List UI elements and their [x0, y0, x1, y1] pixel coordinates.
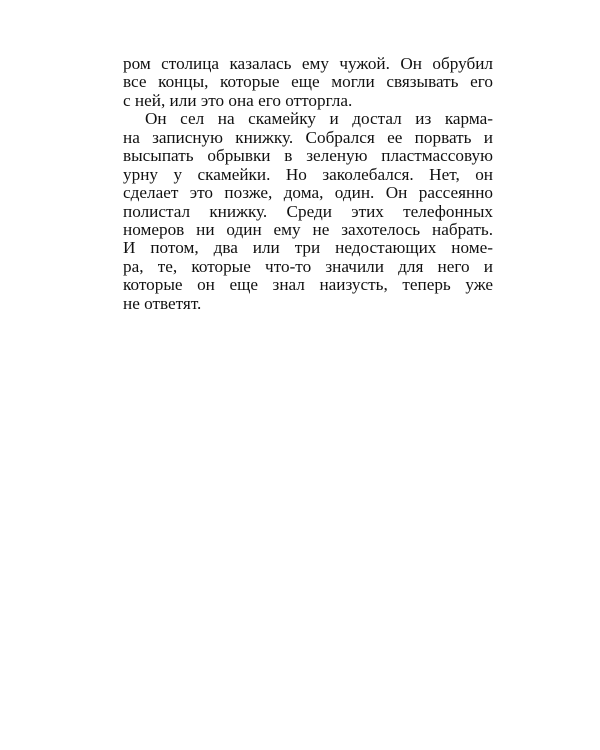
text-line: ром столица казалась ему чужой. Он обрубил — [123, 54, 493, 73]
text-line: И потом, два или три недостающих номе- — [123, 238, 493, 258]
text-line: урну у скамейки. Но заколебался. Нет, он — [123, 164, 493, 184]
text-line: не ответят. — [123, 293, 202, 313]
paragraph — [123, 110, 493, 313]
text-line: полистал книжку. Среди этих телефонных — [123, 201, 493, 221]
text-line: ра, те, которые что-то значили для него и — [123, 256, 493, 276]
text-line: номеров ни один ему не захотелось набрать. — [123, 219, 493, 239]
paragraph — [123, 55, 493, 110]
text-line: все концы, которые еще могли связывать его — [123, 72, 493, 92]
book-page-text — [123, 55, 493, 313]
text-line: на записную книжку. Собрался ее порвать и — [123, 127, 493, 147]
text-line: которые он еще знал наизусть, теперь уже — [123, 275, 493, 295]
text-line: сделает это позже, дома, один. Он рассеянно — [123, 183, 493, 203]
text-line: с ней, или это она его отторгла. — [123, 90, 353, 110]
text-line: Он сел на скамейку и достал из карма- — [145, 109, 493, 129]
text-line: высыпать обрывки в зеленую пластмассовую — [123, 146, 493, 166]
